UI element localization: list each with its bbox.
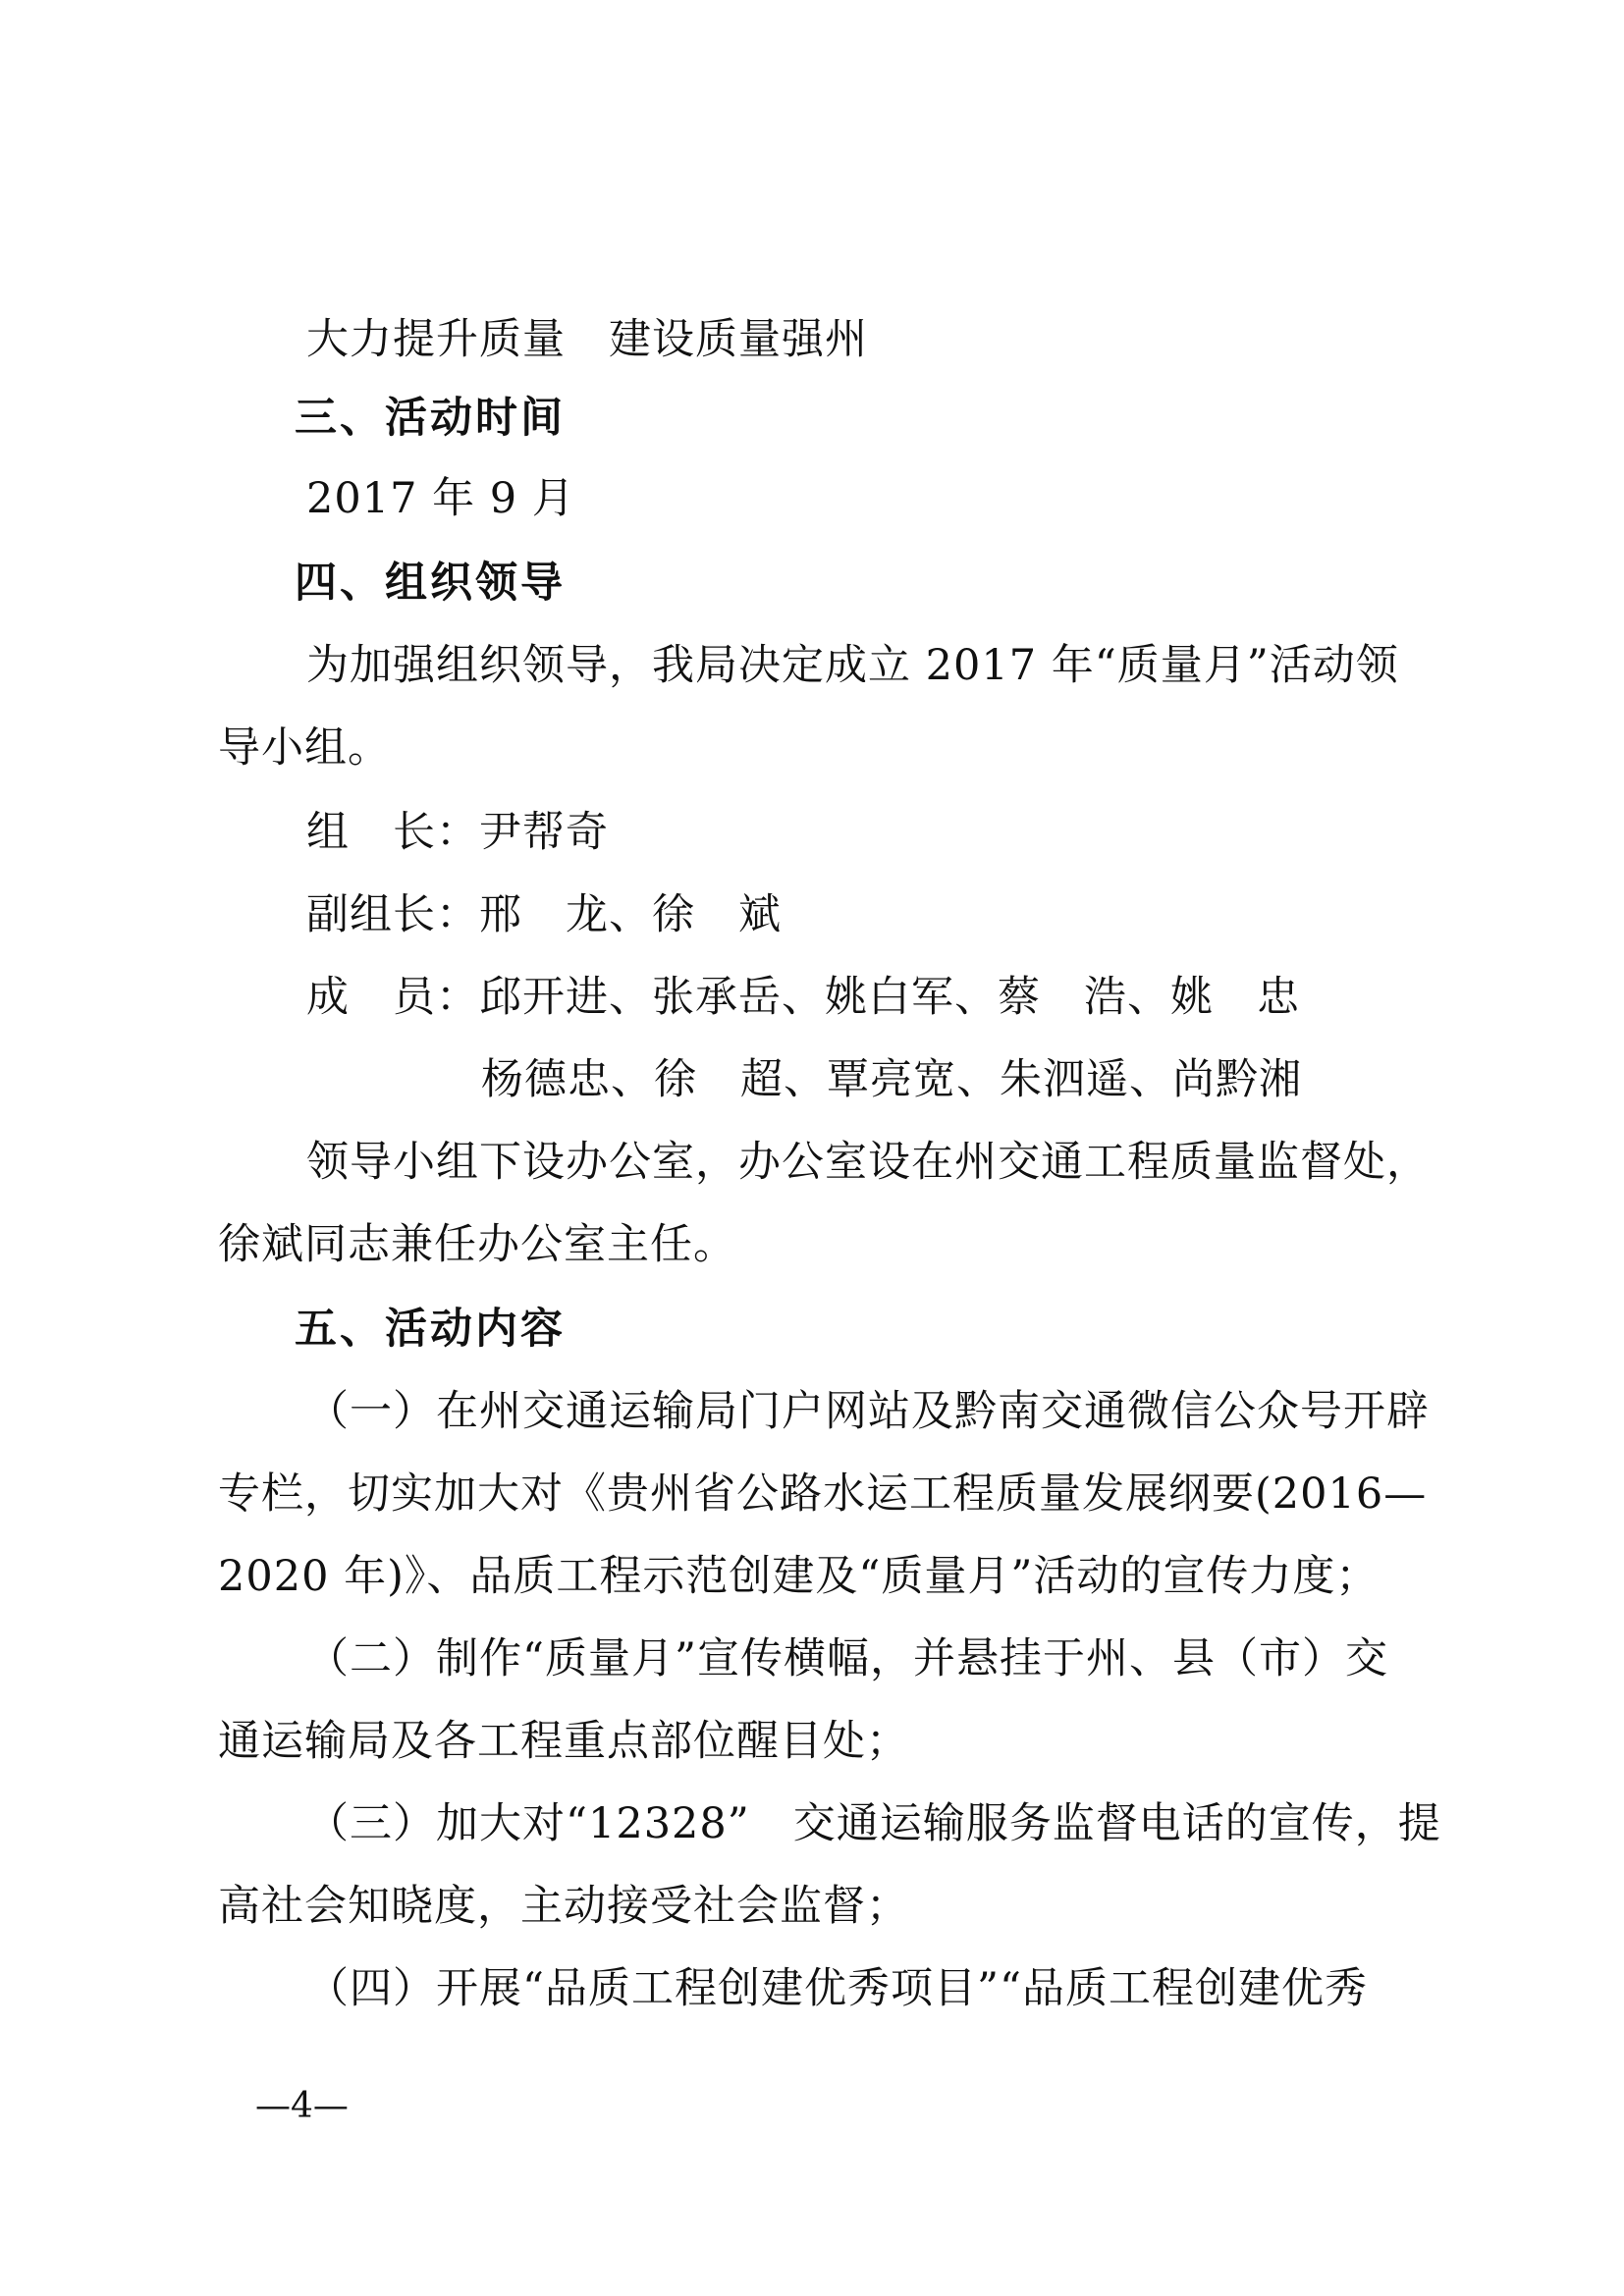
section-heading-organization: 四、组织领导	[295, 559, 566, 608]
activity-time-text: 2017 年 9 月	[306, 474, 575, 523]
content-item-1-line-1: （一）在州交通运输局门户网站及黔南交通微信公众号开辟	[306, 1387, 1430, 1436]
section-heading-activity-content: 五、活动内容	[295, 1305, 566, 1354]
content-item-1-line-3: 2020 年)》、品质工程示范创建及“质量月”活动的宣传力度；	[218, 1552, 1380, 1601]
content-item-1-line-2: 专栏，切实加大对《贵州省公路水运工程质量发展纲要(2016—	[218, 1469, 1428, 1519]
slogan: 大力提升质量 建设质量强州	[306, 315, 868, 364]
page-number: —4—	[255, 2086, 349, 2126]
group-leader: 组 长：尹帮奇	[306, 808, 609, 857]
content-item-2-line-1: （二）制作“质量月”宣传横幅，并悬挂于州、县（市）交	[306, 1634, 1388, 1683]
deputy-leaders: 副组长：邢 龙、徐 斌	[306, 890, 782, 939]
content-item-3-line-1: （三）加大对“12328” 交通运输服务监督电话的宣传，提	[306, 1799, 1441, 1848]
content-item-2-line-2: 通运输局及各工程重点部位醒目处；	[218, 1717, 909, 1766]
members-line-2: 杨德忠、徐 超、覃亮宽、朱泗遥、尚黔湘	[481, 1055, 1302, 1104]
office-line-1: 领导小组下设办公室，办公室设在州交通工程质量监督处，	[306, 1138, 1430, 1187]
content-item-4-line-1: （四）开展“品质工程创建优秀项目”“品质工程创建优秀	[306, 1964, 1368, 2013]
organization-intro-line-2: 导小组。	[218, 723, 391, 773]
office-line-2: 徐斌同志兼任办公室主任。	[218, 1220, 736, 1269]
section-heading-activity-time: 三、活动时间	[295, 394, 566, 443]
members-line-1: 成 员：邱开进、张承岳、姚白军、蔡 浩、姚 忠	[306, 973, 1300, 1022]
organization-intro-line-1: 为加强组织领导，我局决定成立 2017 年“质量月”活动领	[306, 641, 1399, 690]
content-item-3-line-2: 高社会知晓度，主动接受社会监督；	[218, 1882, 909, 1931]
